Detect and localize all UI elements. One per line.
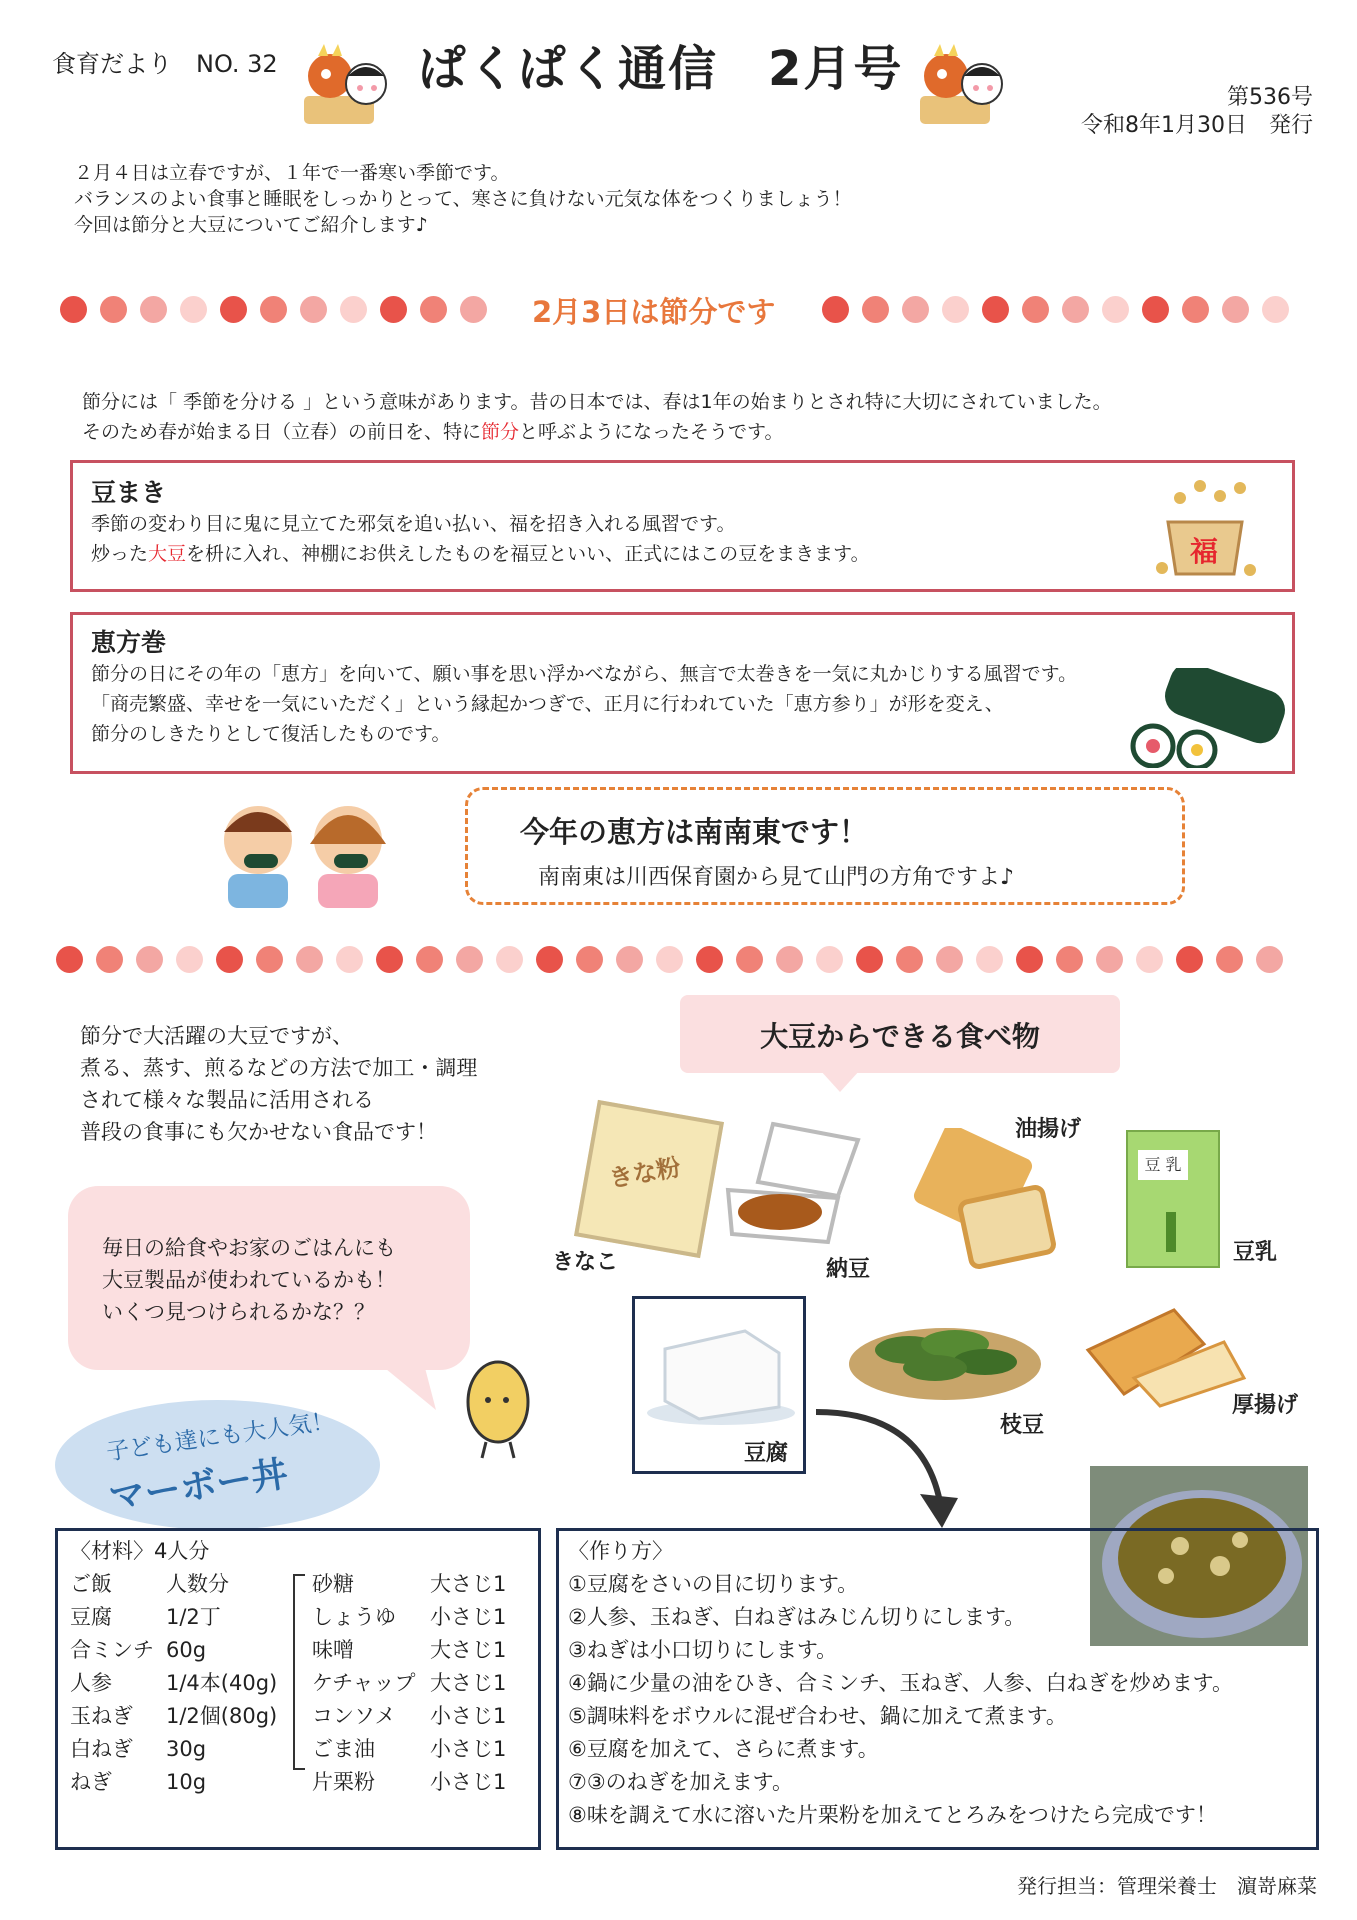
ingredient-name: しょうゆ xyxy=(312,1605,396,1629)
ingredient-row xyxy=(312,1634,524,1667)
setsubun-explanation xyxy=(82,387,1112,447)
divider-dot xyxy=(1182,296,1209,323)
ehoumaki-title: 恵方巻 xyxy=(91,628,167,657)
recipe-step: ⑤調味料をボウルに混ぜ合わせ、鍋に加えて煮ます。 xyxy=(568,1704,1067,1728)
newsletter-title: ぱくぱく通信 2月号 xyxy=(418,41,904,97)
soy-foods-title: 大豆からできる食べ物 xyxy=(760,1020,1040,1053)
divider-dot xyxy=(982,296,1009,323)
edamame-illustration xyxy=(845,1296,1045,1406)
ingredient-row xyxy=(312,1568,524,1601)
ingredient-row xyxy=(70,1733,295,1766)
ehoumaki-line: 「商売繁盛、幸せを一気にいただく」という縁起かつぎで、正月に行われていた「恵方参り」が形を変え、 xyxy=(91,693,1004,715)
ingredient-name: ごま油 xyxy=(312,1737,375,1761)
ingredient-name: 白ねぎ xyxy=(70,1737,133,1761)
ingredient-name: 砂糖 xyxy=(312,1572,354,1596)
ingredient-amount: 人数分 xyxy=(166,1572,229,1596)
dot-divider-right xyxy=(822,296,1289,323)
recipe-tagline: 子ども達にも大人気！ xyxy=(104,1408,337,1466)
ingredient-amount: 10g xyxy=(166,1770,207,1794)
recipe-step: ①豆腐をさいの目に切ります。 xyxy=(568,1572,859,1596)
ingredients-title: 〈材料〉4人分 xyxy=(70,1539,210,1563)
dot-divider-full xyxy=(56,946,1283,973)
ingredient-name: 片栗粉 xyxy=(312,1770,375,1794)
ingredient-row xyxy=(312,1667,524,1700)
divider-dot xyxy=(696,946,723,973)
divider-dot xyxy=(140,296,167,323)
intro-text xyxy=(74,160,852,238)
ingredient-row xyxy=(312,1733,524,1766)
tonyu-carton-label: 豆 乳 xyxy=(1138,1150,1188,1180)
ehou-direction-note: 南南東は川西保育園から見て山門の方角ですよ♪ xyxy=(538,865,1015,890)
ingredient-row xyxy=(70,1700,295,1733)
recipe-name: マーボー丼 xyxy=(106,1453,291,1520)
ingredient-name: 玉ねぎ xyxy=(70,1704,133,1728)
divider-dot xyxy=(340,296,367,323)
divider-dot xyxy=(420,296,447,323)
divider-dot xyxy=(456,946,483,973)
divider-dot xyxy=(776,946,803,973)
oni-otafuku-illustration xyxy=(296,44,396,130)
divider-dot xyxy=(100,296,127,323)
recipe-step: ④鍋に少量の油をひき、合ミンチ、玉ねぎ、人参、白ねぎを炒めます。 xyxy=(568,1671,1233,1695)
recipe-step: ⑥豆腐を加えて、さらに煮ます。 xyxy=(568,1737,879,1761)
divider-dot xyxy=(1056,946,1083,973)
newsletter-series: 食育だより NO. 32 xyxy=(52,50,278,78)
divider-dot xyxy=(216,946,243,973)
divider-dot xyxy=(460,296,487,323)
recipe-steps xyxy=(568,1535,1233,1832)
divider-dot xyxy=(496,946,523,973)
publisher-credit: 発行担当：管理栄養士 濵嵜麻菜 xyxy=(1017,1874,1317,1898)
mamemaki-line: 炒った大豆を枡に入れ、神棚にお供えしたものを福豆といい、正式にはこの豆をまきます。 xyxy=(91,543,870,565)
divider-dot xyxy=(902,296,929,323)
ingredient-amount: 60g xyxy=(166,1638,207,1662)
divider-dot xyxy=(1022,296,1049,323)
highlight-daizu: 大豆 xyxy=(148,543,187,565)
divider-dot xyxy=(576,946,603,973)
fukumame-masu-illustration xyxy=(1150,478,1260,578)
divider-dot xyxy=(300,296,327,323)
divider-dot xyxy=(942,296,969,323)
divider-dot xyxy=(220,296,247,323)
divider-dot xyxy=(936,946,963,973)
ingredient-name: ケチャップ xyxy=(312,1671,416,1695)
ingredient-amount: 1/2丁 xyxy=(166,1605,221,1629)
ehoumaki-line: 節分のしきたりとして復活したものです。 xyxy=(91,723,451,745)
ingredient-amount: 小さじ1 xyxy=(430,1770,507,1794)
divider-dot xyxy=(896,946,923,973)
ingredients-list xyxy=(70,1568,295,1799)
highlight-setsubun: 節分 xyxy=(481,421,520,443)
arrow-to-recipe xyxy=(812,1402,972,1530)
label-tonyu: 豆乳 xyxy=(1233,1240,1278,1265)
daizu-explanation: 節分で大活躍の大豆ですが、 煮る、蒸す、煎るなどの方法で加工・調理 されて様々な製品に活用される 普段の食事にも欠かせない食品です！ xyxy=(80,1024,478,1144)
ingredient-row xyxy=(312,1601,524,1634)
ingredient-amount: 1/2個(80g) xyxy=(166,1704,278,1728)
divider-dot xyxy=(256,946,283,973)
ingredient-name: 味噌 xyxy=(312,1638,354,1662)
divider-dot xyxy=(1222,296,1249,323)
ingredient-name: 合ミンチ xyxy=(70,1638,154,1662)
divider-dot xyxy=(180,296,207,323)
ingredient-amount: 大さじ1 xyxy=(430,1671,507,1695)
divider-dot xyxy=(976,946,1003,973)
label-aburaage: 油揚げ xyxy=(1015,1117,1082,1142)
divider-dot xyxy=(376,946,403,973)
children-eating-ehoumaki xyxy=(198,792,410,910)
divider-dot xyxy=(1062,296,1089,323)
issue-number: 第536号 xyxy=(1227,85,1313,110)
divider-dot xyxy=(862,296,889,323)
ingredient-amount: 小さじ1 xyxy=(430,1605,507,1629)
ehoumaki-box xyxy=(70,612,1295,774)
divider-dot xyxy=(136,946,163,973)
ingredient-name: ご飯 xyxy=(70,1572,112,1596)
ingredient-amount: 1/4本(40g) xyxy=(166,1671,278,1695)
masu-fuku-char: 福 xyxy=(1190,535,1219,568)
food-title-pointer xyxy=(820,1070,860,1094)
recipe-step: ③ねぎは小口切りにします。 xyxy=(568,1638,838,1662)
mamemaki-box xyxy=(70,460,1295,592)
intro-line: 今回は節分と大豆についてご紹介します♪ xyxy=(74,214,428,236)
divider-dot xyxy=(296,946,323,973)
label-atsuage: 厚揚げ xyxy=(1232,1393,1299,1418)
ingredient-name: 豆腐 xyxy=(70,1605,112,1629)
mamemaki-line: 季節の変わり目に鬼に見立てた邪気を追い払い、福を招き入れる風習です。 xyxy=(91,513,736,535)
dot-divider-left xyxy=(60,296,487,323)
ingredient-amount: 大さじ1 xyxy=(430,1572,507,1596)
ingredient-amount: 小さじ1 xyxy=(430,1704,507,1728)
intro-line: ２月４日は立春ですが、１年で一番寒い季節です。 xyxy=(74,162,510,184)
divider-dot xyxy=(656,946,683,973)
divider-dot xyxy=(1262,296,1289,323)
ingredient-name: ねぎ xyxy=(70,1770,112,1794)
divider-dot xyxy=(1176,946,1203,973)
divider-dot xyxy=(1016,946,1043,973)
issue-date: 令和8年1月30日 発行 xyxy=(1081,113,1313,138)
question-bubble-text: 毎日の給食やお家のごはんにも 大豆製品が使われているかも！ いくつ見つけられるかな？？ xyxy=(102,1236,396,1324)
label-tofu: 豆腐 xyxy=(744,1441,789,1466)
divider-dot xyxy=(822,296,849,323)
divider-dot xyxy=(856,946,883,973)
seasoning-bracket xyxy=(293,1574,305,1770)
recipe-step: ⑦③のねぎを加えます。 xyxy=(568,1770,793,1794)
ehou-direction-heading: 今年の恵方は南南東です！ xyxy=(520,815,869,849)
divider-dot xyxy=(536,946,563,973)
steps-title: 〈作り方〉 xyxy=(568,1539,673,1563)
ehoumaki-illustration xyxy=(1125,668,1293,768)
divider-dot xyxy=(380,296,407,323)
ingredient-row xyxy=(312,1766,524,1799)
ingredient-row xyxy=(70,1601,295,1634)
divider-dot xyxy=(1136,946,1163,973)
ehoumaki-line: 節分の日にその年の「恵方」を向いて、願い事を思い浮かべながら、無言で太巻きを一気に丸かじりする風習です。 xyxy=(91,663,1078,685)
divider-dot xyxy=(336,946,363,973)
issue-info xyxy=(1081,84,1313,140)
divider-dot xyxy=(816,946,843,973)
divider-dot xyxy=(1102,296,1129,323)
label-edamame: 枝豆 xyxy=(1000,1413,1045,1438)
setsubun-line: そのため春が始まる日（立春）の前日を、特に節分と呼ぶようになったそうです。 xyxy=(82,421,784,443)
aburaage-illustration xyxy=(905,1128,1065,1278)
mamemaki-title: 豆まき xyxy=(91,478,167,507)
ingredient-row xyxy=(70,1568,295,1601)
ingredient-row xyxy=(70,1667,295,1700)
divider-dot xyxy=(1096,946,1123,973)
ingredient-amount: 小さじ1 xyxy=(430,1737,507,1761)
intro-line: バランスのよい食事と睡眠をしっかりとって、寒さに負けない元気な体をつくりましょう！ xyxy=(74,188,852,210)
seasonings-list xyxy=(312,1568,524,1799)
divider-dot xyxy=(1142,296,1169,323)
bubble-tail xyxy=(380,1364,440,1414)
divider-dot xyxy=(1256,946,1283,973)
divider-dot xyxy=(736,946,763,973)
ingredient-row xyxy=(70,1634,295,1667)
ingredient-name: 人参 xyxy=(70,1671,112,1695)
soybean-character xyxy=(458,1356,538,1460)
divider-dot xyxy=(416,946,443,973)
divider-dot xyxy=(96,946,123,973)
divider-dot xyxy=(1216,946,1243,973)
label-natto: 納豆 xyxy=(826,1257,871,1282)
recipe-step: ②人参、玉ねぎ、白ねぎはみじん切りにします。 xyxy=(568,1605,1026,1629)
ingredient-row xyxy=(312,1700,524,1733)
divider-dot xyxy=(176,946,203,973)
natto-illustration xyxy=(718,1118,868,1258)
recipe-step: ⑧味を調えて水に溶いた片栗粉を加えてとろみをつけたら完成です！ xyxy=(568,1803,1217,1827)
label-kinako: きなこ xyxy=(552,1250,619,1275)
sprout-icon xyxy=(1166,1212,1176,1252)
ingredient-amount: 30g xyxy=(166,1737,207,1761)
setsubun-line: 節分には「 季節を分ける 」という意味があります。昔の日本では、春は1年の始まりとされ特に大切にされていました。 xyxy=(82,391,1112,413)
setsubun-heading: 2月3日は節分です xyxy=(532,295,776,329)
oni-otafuku-illustration-2 xyxy=(912,44,1012,130)
divider-dot xyxy=(56,946,83,973)
ingredient-row xyxy=(70,1766,295,1799)
divider-dot xyxy=(260,296,287,323)
kinako-pack xyxy=(574,1100,724,1258)
ingredient-amount: 大さじ1 xyxy=(430,1638,507,1662)
divider-dot xyxy=(60,296,87,323)
ingredient-name: コンソメ xyxy=(312,1704,396,1728)
kinako-pack-label: きな粉 xyxy=(606,1152,683,1194)
divider-dot xyxy=(616,946,643,973)
tonyu-carton xyxy=(1126,1130,1220,1268)
